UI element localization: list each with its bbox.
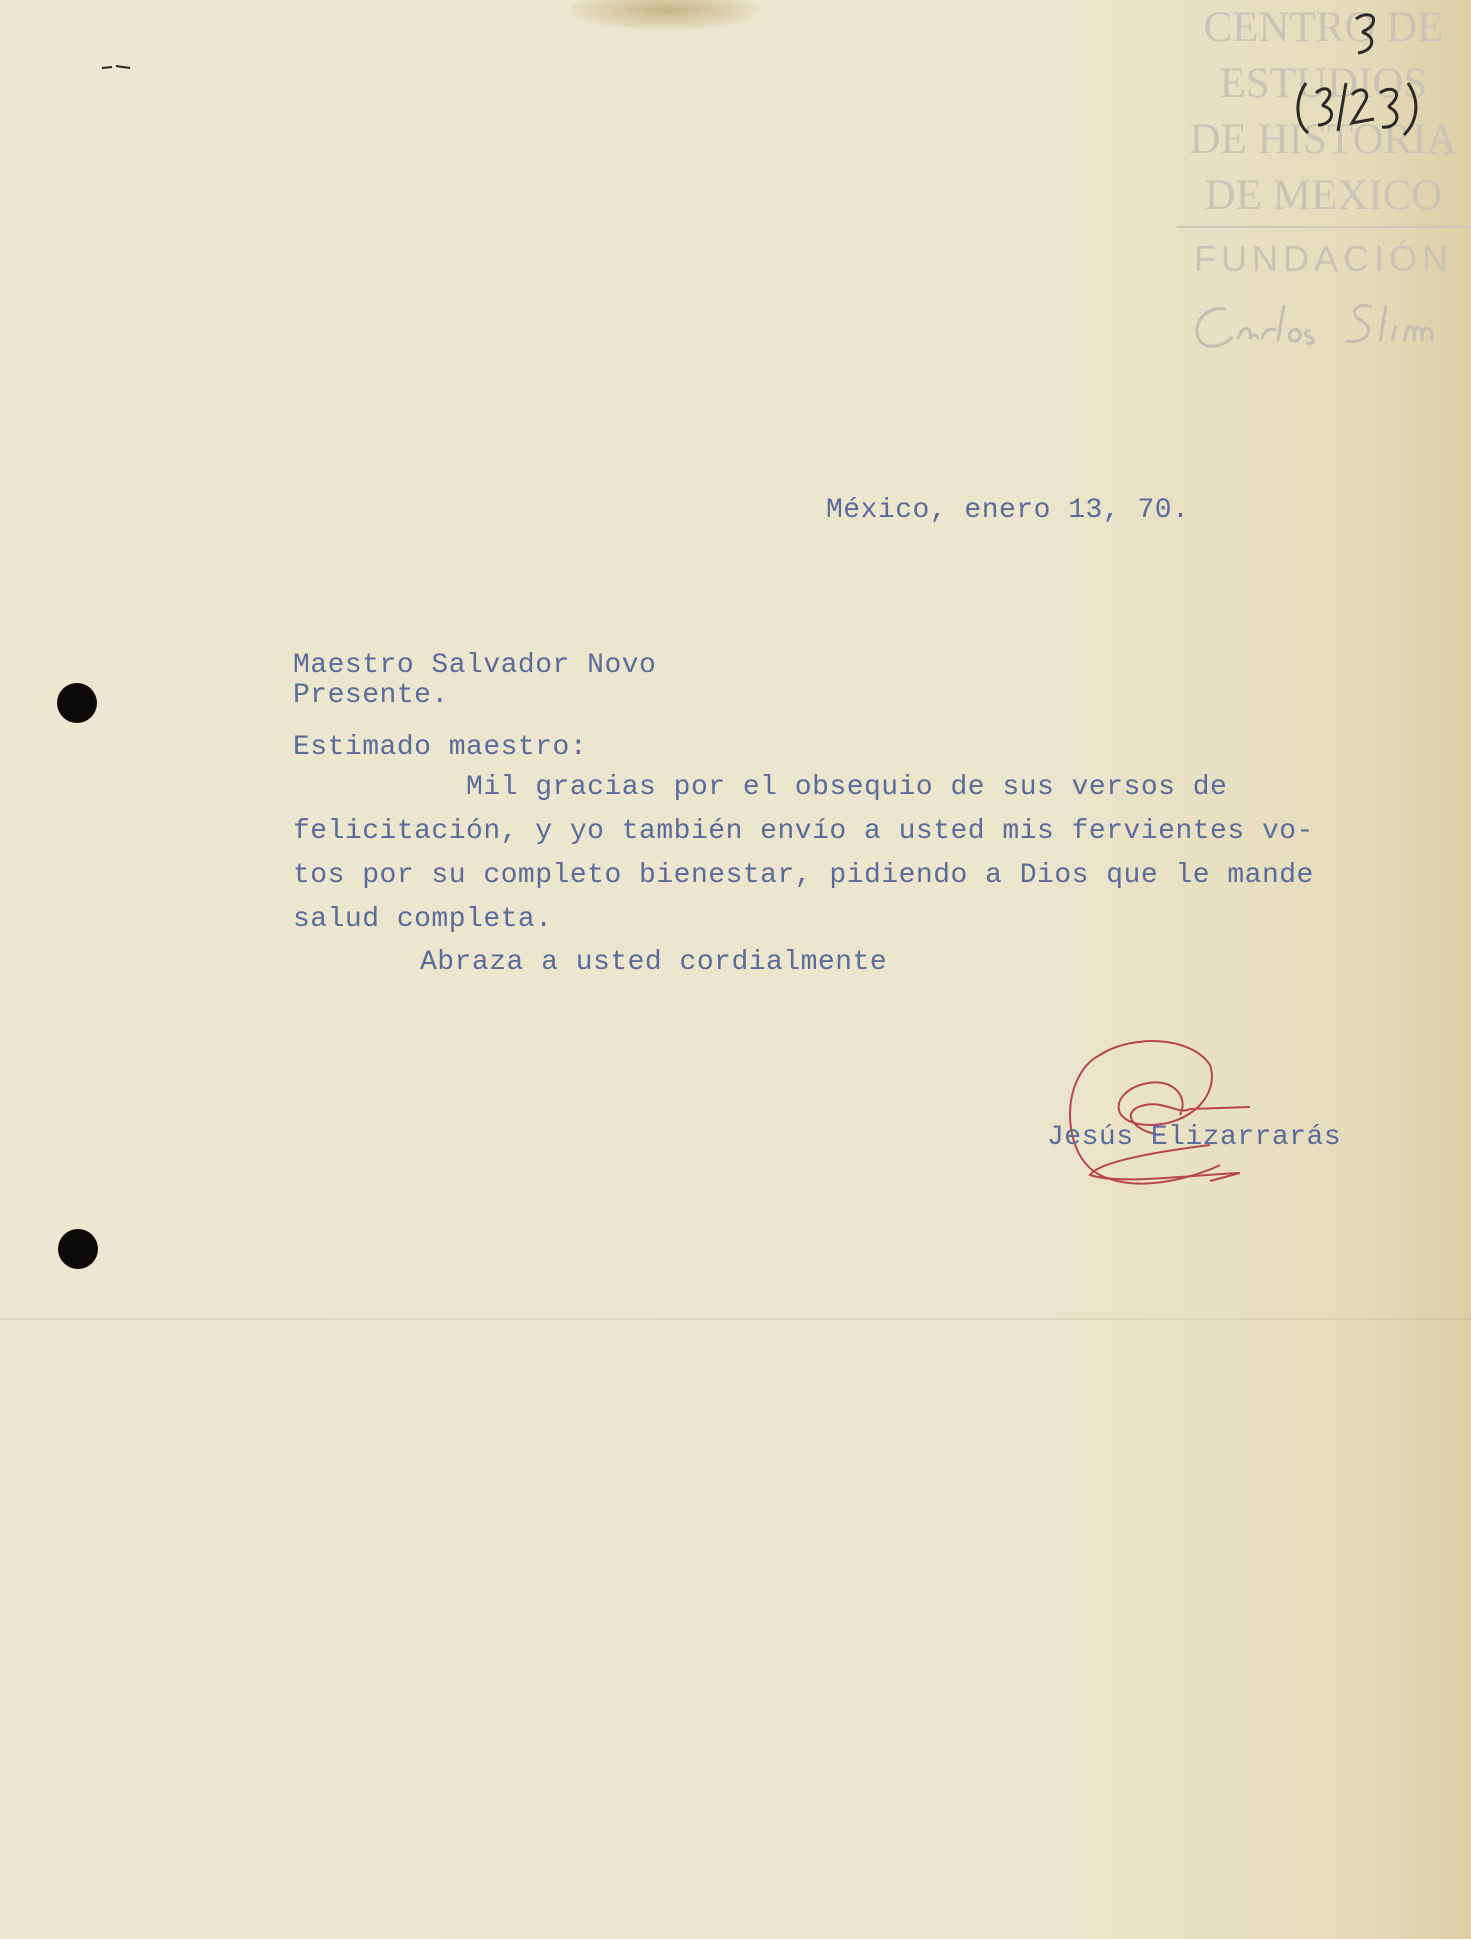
stamp-fundacion: FUNDACIÓN: [1194, 238, 1453, 279]
carlos-slim-logo: [1186, 295, 1466, 355]
salutation: Estimado maestro:: [293, 732, 588, 763]
signer-name: Jesús Elizarrarás: [1047, 1122, 1342, 1153]
stamp-line-2: ESTUDIOS: [1219, 60, 1428, 107]
handwritten-signature: [1040, 1025, 1250, 1205]
body-line: Mil gracias por el obsequio de sus versos de: [293, 772, 1228, 803]
letter-date: México, enero 13, 70.: [826, 495, 1190, 526]
letter-body: [293, 766, 1314, 942]
body-line: felicitación, y yo también envío a usted mis fervientes vo-: [293, 816, 1314, 847]
recipient-name: Maestro Salvador Novo: [293, 650, 657, 681]
closing: Abraza a usted cordialmente: [420, 947, 888, 978]
pencil-archive-mark: [1280, 5, 1430, 155]
paper-fold: [0, 1318, 1471, 1320]
paper-stain: [570, 0, 760, 30]
recipient-block: [293, 651, 656, 711]
body-line: tos por su completo bienestar, pidiendo a Dios que le mande: [293, 860, 1314, 891]
recipient-presente: Presente.: [293, 680, 449, 711]
body-line: salud completa.: [293, 904, 553, 935]
ink-speck: [100, 62, 140, 72]
stamp-line-3: DE HISTORIA: [1189, 116, 1458, 163]
punch-hole-bottom: [58, 1229, 98, 1269]
punch-hole-top: [57, 683, 97, 723]
stamp-line-1: CENTRO DE: [1203, 4, 1444, 51]
stamp-line-4: DE MEXICO: [1204, 172, 1443, 219]
stamp-divider: [1177, 226, 1471, 228]
